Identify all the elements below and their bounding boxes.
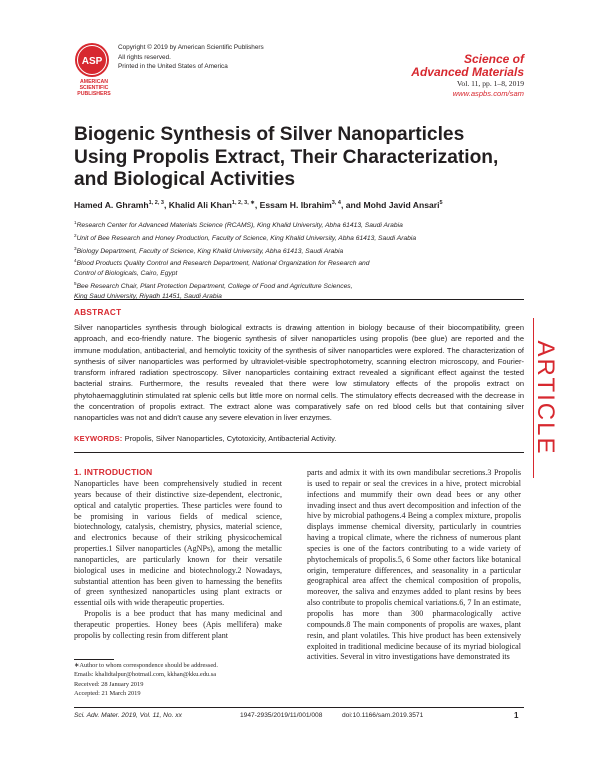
affil-continuation: King Saud University, Riyadh 11451, Saudi Arabia bbox=[74, 292, 222, 300]
journal-name-line1: Science of bbox=[463, 52, 524, 66]
body-column-left bbox=[74, 479, 282, 642]
journal-volume: Vol. 11, pp. 1–8, 2019 bbox=[456, 79, 524, 88]
logo-line: AMERICAN bbox=[80, 79, 108, 85]
affil-num: 2 bbox=[74, 232, 77, 238]
author-list bbox=[74, 200, 534, 210]
rights-line: All rights reserved. bbox=[118, 53, 171, 61]
logo-line: PUBLISHERS bbox=[77, 91, 111, 98]
author-sep: , bbox=[254, 200, 260, 210]
paper-title: Biogenic Synthesis of Silver Nanoparticles Using Propolis Extract, Their Characterization, and Biological Activities bbox=[74, 124, 499, 190]
divider-bottom bbox=[74, 452, 524, 453]
paragraph: parts and admix it with its own mandibular secretions.3 Propolis is used to repair or seal the crevices in a hive, protect microbial infections and mummify their own dead bees or any other invading insect and thus avert decomposition and infection of the hive by microbial pathogens.4 Being a complex mixture, propolis displays immense chemical diversity, particularly in countries having a tropical climate, where the richness of numerous plant species is one of the factors contributing to a wide variety of phytochemicals of propolis.5, 6 Some other factors like botanical origin, temperature differences, and seasonality in a particular geographical area affect the chemical composition of propolis, moreover, the saliva and enzymes added to plant resins by bees also contribute to propolis chemical variations.6, 7 In an estimate, propolis has more than 300 pharmacologically active compounds.8 The main components of propolis are waxes, plant resin, and plant volatiles. This hive product has been extensively exploited in traditional medicine because of its myriad biological activities. Several in vitro investigations have demonstrated its bbox=[307, 468, 521, 662]
copyright-block bbox=[118, 43, 264, 72]
affil-text: Unit of Bee Research and Honey Production, Faculty of Science, King Khalid University, Abha 61413, Saudi Arabia bbox=[76, 235, 417, 243]
abstract-text: Silver nanoparticles synthesis through biological extracts is drawing attention in biology because of their biocompatibility, green approach, and eco-friendly nature. The biogenic synthesis of silver nanoparticles using propolis (bee glue) are reported and the immune modulation, antibacterial, and hemolytic toxicity of the synthesis of silver nanoparticles were explored. The characterization of synthesis of silver nanoparticles was performed by ultraviolet-visible spectrophotometry, scanning electron microscopy, and Fourier-transform infrared radiation spectroscopy. Silver nanoparticles containing extract revealed a significant effect against the tested bacterial strains. Furthermore, the results revealed that there were low stimulatory effects of the propolis extract on phytohaemagglutinin stimulated rat splenic cells but little more on normal cells. The stimulatory effects decreased with the decrease in the concentration of propolis extract. The extract alone was comparatively safe on red blood cells but that containing silver nanoparticles was not and didn't cause any severe elevation in liver enzymes. bbox=[74, 323, 524, 423]
author-name: Khalid Ali Khan bbox=[168, 200, 232, 210]
footnote-received: Received: 28 January 2019 bbox=[74, 680, 144, 688]
correspondence-footnote bbox=[74, 661, 282, 699]
footer-citation: Sci. Adv. Mater. 2019, Vol. 11, No. xx bbox=[74, 712, 182, 719]
affiliation bbox=[74, 231, 534, 244]
abstract-heading: ABSTRACT bbox=[74, 308, 122, 317]
footnote-rule bbox=[74, 659, 114, 660]
page-number: 1 bbox=[514, 711, 519, 720]
footer-rule bbox=[74, 707, 524, 708]
affil-num: 4 bbox=[74, 258, 77, 264]
affiliations bbox=[74, 218, 534, 301]
author-sep: , and bbox=[340, 200, 364, 210]
article-label: ARTICLE bbox=[532, 340, 559, 456]
body-column-right bbox=[307, 468, 521, 663]
introduction-heading: 1. INTRODUCTION bbox=[74, 467, 153, 477]
author-affil-sup: 1, 2, 3 bbox=[148, 200, 164, 207]
copyright-line: Copyright © 2019 by American Scientific Publishers bbox=[118, 44, 264, 51]
author-name: Hamed A. Ghramh bbox=[74, 200, 149, 210]
footnote-accepted: Accepted: 21 March 2019 bbox=[74, 690, 141, 698]
journal-info bbox=[411, 53, 524, 99]
paragraph: Propolis is a bee product that has many medicinal and therapeutic properties. Honey bees (Apis mellifera) make propolis by collecting resin from different plant bbox=[74, 609, 282, 640]
asp-logo bbox=[74, 42, 110, 78]
keywords-text: Propolis, Silver Nanoparticles, Cytotoxicity, Antibacterial Activity. bbox=[124, 434, 337, 443]
affil-text: Research Center for Advanced Materials Science (RCAMS), King Khalid University, Abha 61413, Saudi Arabia bbox=[76, 222, 403, 230]
affil-text: Bee Research Chair, Plant Protection Department, College of Food and Agriculture Sciences, bbox=[76, 283, 353, 291]
divider-top bbox=[74, 299, 524, 300]
author-name: Mohd Javid Ansari bbox=[363, 200, 440, 210]
affil-num: 3 bbox=[74, 245, 77, 251]
footnote-line: ∗Author to whom correspondence should be addressed. bbox=[74, 662, 218, 669]
printed-line: Printed in the United States of America bbox=[118, 63, 228, 71]
footnote-emails: Emails: khalidtalpur@hotmail.com, kkhan@kku.edu.sa bbox=[74, 671, 217, 679]
logo-wordmark bbox=[72, 79, 116, 98]
footer-doi[interactable]: doi:10.1166/sam.2019.3571 bbox=[342, 712, 424, 719]
paragraph: Nanoparticles have been comprehensively studied in recent years because of their distinctive size-dependent, electronic, optical and catalytic properties. These particles were found to be promising in various fields of medical science, biotechnology, catalysis, chemistry, physics, material science, and electronics because of their striking physicochemical properties.1 Silver nanoparticles (AgNPs), among the metallic nanoparticles, are particularly known for their versatile biological uses in medicine and biotechnology.2 Nowadays, substantial attention has been given to harnessing the benefits of green synthesized nanoparticles using plant extracts or essential oils with wide therapeutic properties. bbox=[74, 479, 282, 608]
affiliation bbox=[74, 244, 534, 257]
keywords-label: KEYWORDS: bbox=[74, 434, 123, 443]
journal-name-line2: Advanced Materials bbox=[411, 65, 524, 79]
affil-continuation: Control of Biologicals, Cairo, Egypt bbox=[74, 270, 178, 278]
affiliation bbox=[74, 279, 534, 292]
footer-issn: 1947-2935/2019/11/001/008 bbox=[240, 712, 323, 719]
affiliation bbox=[74, 218, 534, 231]
affiliation bbox=[74, 256, 534, 269]
author-affil-sup: 5 bbox=[439, 200, 443, 207]
logo-line: SCIENTIFIC bbox=[79, 85, 109, 92]
article-side-tab bbox=[527, 318, 559, 478]
author-affil-sup: 3, 4 bbox=[331, 200, 341, 207]
journal-url[interactable]: www.aspbs.com/sam bbox=[452, 89, 524, 98]
affil-num: 5 bbox=[74, 280, 77, 286]
author-sep: , bbox=[163, 200, 169, 210]
affil-num: 1 bbox=[74, 220, 77, 225]
affil-text: Biology Department, Faculty of Science, King Khalid University, Abha 61413, Saudi Arabia bbox=[76, 247, 344, 255]
author-name: Essam H. Ibrahim bbox=[259, 200, 332, 210]
author-affil-sup: 1, 2, 3, ∗ bbox=[231, 200, 255, 207]
keywords-line bbox=[74, 434, 524, 443]
logo-badge-text: ASP bbox=[81, 56, 103, 67]
affil-text: Blood Products Quality Control and Research Department, National Organization for Research and bbox=[76, 260, 370, 268]
